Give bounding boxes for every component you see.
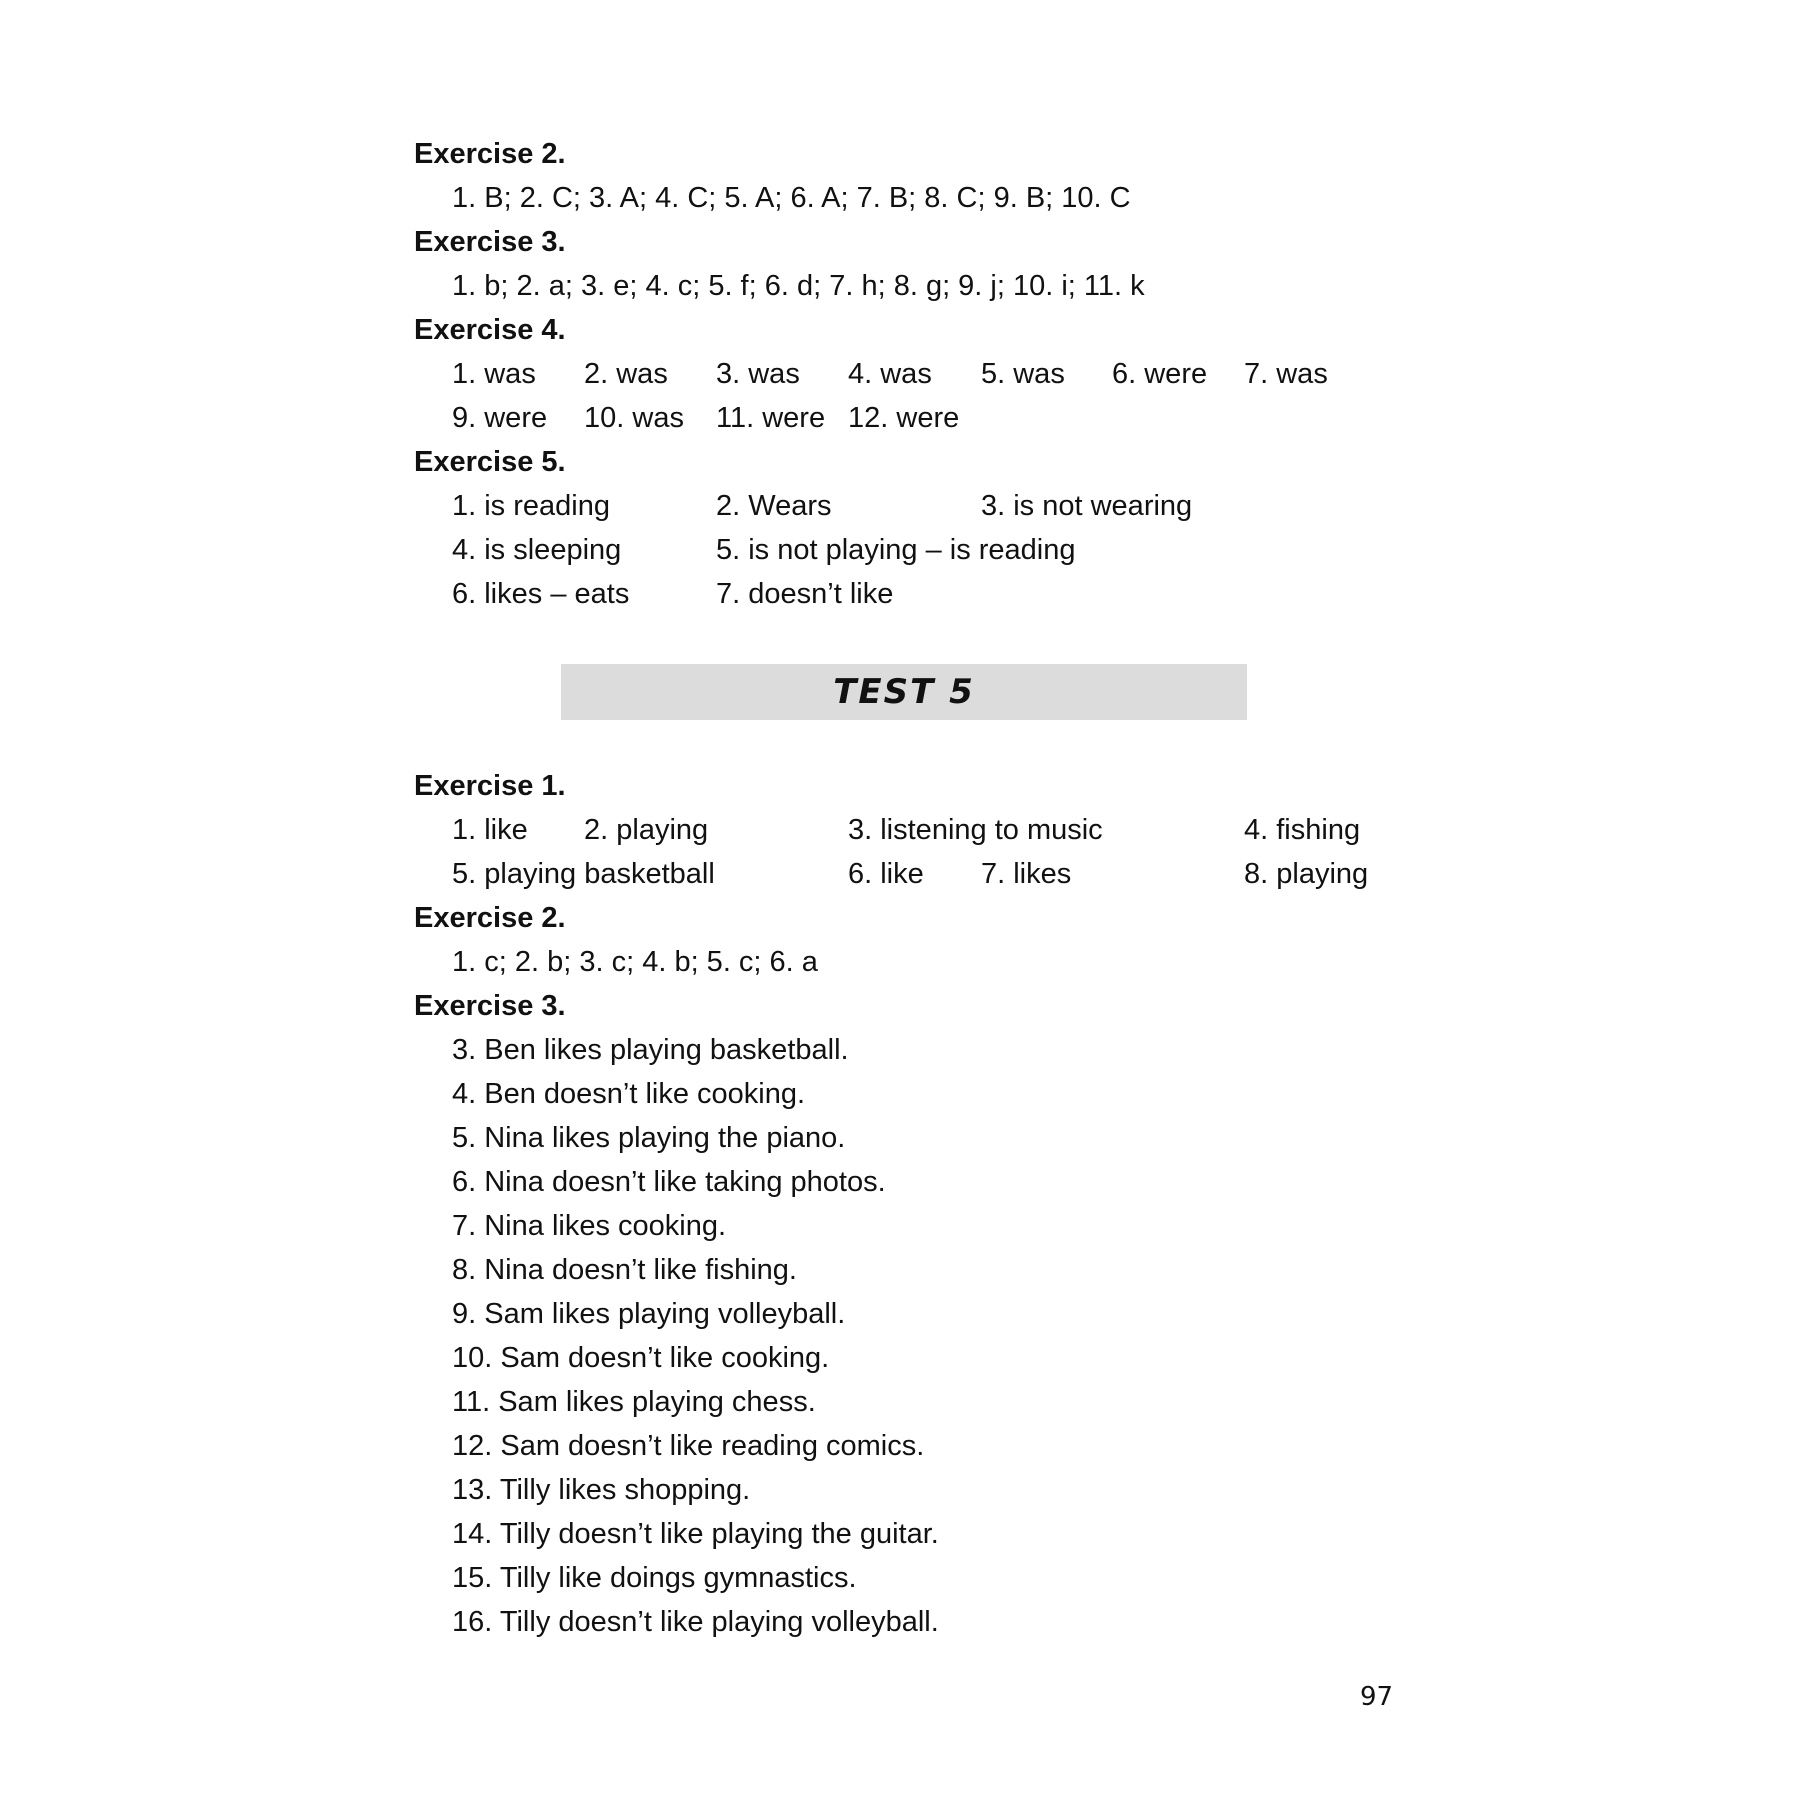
exercise-5-row-1	[0, 484, 1800, 528]
test5-exercise-3-heading: Exercise 3.	[414, 990, 566, 1022]
answer-cell: 2. Wears	[716, 490, 832, 522]
answer-cell: 6. were	[1112, 358, 1208, 390]
sentence-item: 8. Nina doesn’t like fishing.	[452, 1254, 797, 1286]
sentence-item: 16. Tilly doesn’t like playing volleyball.	[452, 1606, 939, 1638]
answer-cell: 10. was	[584, 402, 684, 434]
answer-cell: 7. likes	[981, 858, 1072, 890]
sentence-item: 15. Tilly like doings gymnastics.	[452, 1562, 857, 1594]
answer-cell: 5. is not playing – is reading	[716, 534, 1076, 566]
exercise-2-answers: 1. B; 2. C; 3. A; 4. C; 5. A; 6. A; 7. B; 8. C; 9. B; 10. C	[452, 182, 1131, 214]
answer-cell: 12. were	[848, 402, 960, 434]
answer-cell: 6. likes – eats	[452, 578, 630, 610]
answer-cell: 3. was	[716, 358, 800, 390]
sentence-item: 6. Nina doesn’t like taking photos.	[452, 1166, 886, 1198]
test5-exercise-1-row-1	[0, 808, 1800, 852]
exercise-3-answers: 1. b; 2. a; 3. e; 4. c; 5. f; 6. d; 7. h; 8. g; 9. j; 10. i; 11. k	[452, 270, 1145, 302]
sentence-item: 13. Tilly likes shopping.	[452, 1474, 751, 1506]
answer-cell: 4. fishing	[1244, 814, 1361, 846]
exercise-4-heading: Exercise 4.	[414, 314, 566, 346]
sentence-item: 12. Sam doesn’t like reading comics.	[452, 1430, 925, 1462]
sentence-item: 7. Nina likes cooking.	[452, 1210, 727, 1242]
answer-cell: 8. playing	[1244, 858, 1369, 890]
test5-exercise-1-row-2	[0, 852, 1800, 896]
exercise-5-heading: Exercise 5.	[414, 446, 566, 478]
sentence-item: 4. Ben doesn’t like cooking.	[452, 1078, 806, 1110]
answer-cell: 4. was	[848, 358, 932, 390]
exercise-5-row-3	[0, 572, 1800, 616]
exercise-4-row-1	[0, 352, 1800, 396]
page-number: 97	[1360, 1682, 1394, 1712]
answer-cell: 7. was	[1244, 358, 1328, 390]
sentence-item: 10. Sam doesn’t like cooking.	[452, 1342, 830, 1374]
test-title: TEST 5	[833, 672, 975, 712]
answer-cell: 2. was	[584, 358, 668, 390]
answer-cell: 3. is not wearing	[981, 490, 1193, 522]
sentence-item: 9. Sam likes playing volleyball.	[452, 1298, 846, 1330]
answer-cell: 5. playing basketball	[452, 858, 715, 890]
test5-exercise-1-heading: Exercise 1.	[414, 770, 566, 802]
answer-cell: 11. were	[716, 402, 826, 434]
test5-exercise-2-heading: Exercise 2.	[414, 902, 566, 934]
exercise-4-row-2	[0, 396, 1800, 440]
answer-cell: 1. was	[452, 358, 536, 390]
exercise-2-heading: Exercise 2.	[414, 138, 566, 170]
sentence-item: 3. Ben likes playing basketball.	[452, 1034, 849, 1066]
answer-cell: 1. is reading	[452, 490, 610, 522]
sentence-item: 11. Sam likes playing chess.	[452, 1386, 816, 1418]
answer-cell: 3. listening to music	[848, 814, 1103, 846]
answer-cell: 6. like	[848, 858, 924, 890]
test5-exercise-2-answers: 1. c; 2. b; 3. c; 4. b; 5. c; 6. a	[452, 946, 818, 978]
exercise-3-heading: Exercise 3.	[414, 226, 566, 258]
answer-cell: 4. is sleeping	[452, 534, 622, 566]
answer-cell: 1. like	[452, 814, 528, 846]
answer-cell: 5. was	[981, 358, 1065, 390]
test-banner	[561, 664, 1247, 720]
exercise-5-row-2	[0, 528, 1800, 572]
answer-cell: 7. doesn’t like	[716, 578, 894, 610]
sentence-item: 5. Nina likes playing the piano.	[452, 1122, 846, 1154]
answer-cell: 9. were	[452, 402, 548, 434]
sentence-item: 14. Tilly doesn’t like playing the guitar.	[452, 1518, 939, 1550]
answer-cell: 2. playing	[584, 814, 709, 846]
